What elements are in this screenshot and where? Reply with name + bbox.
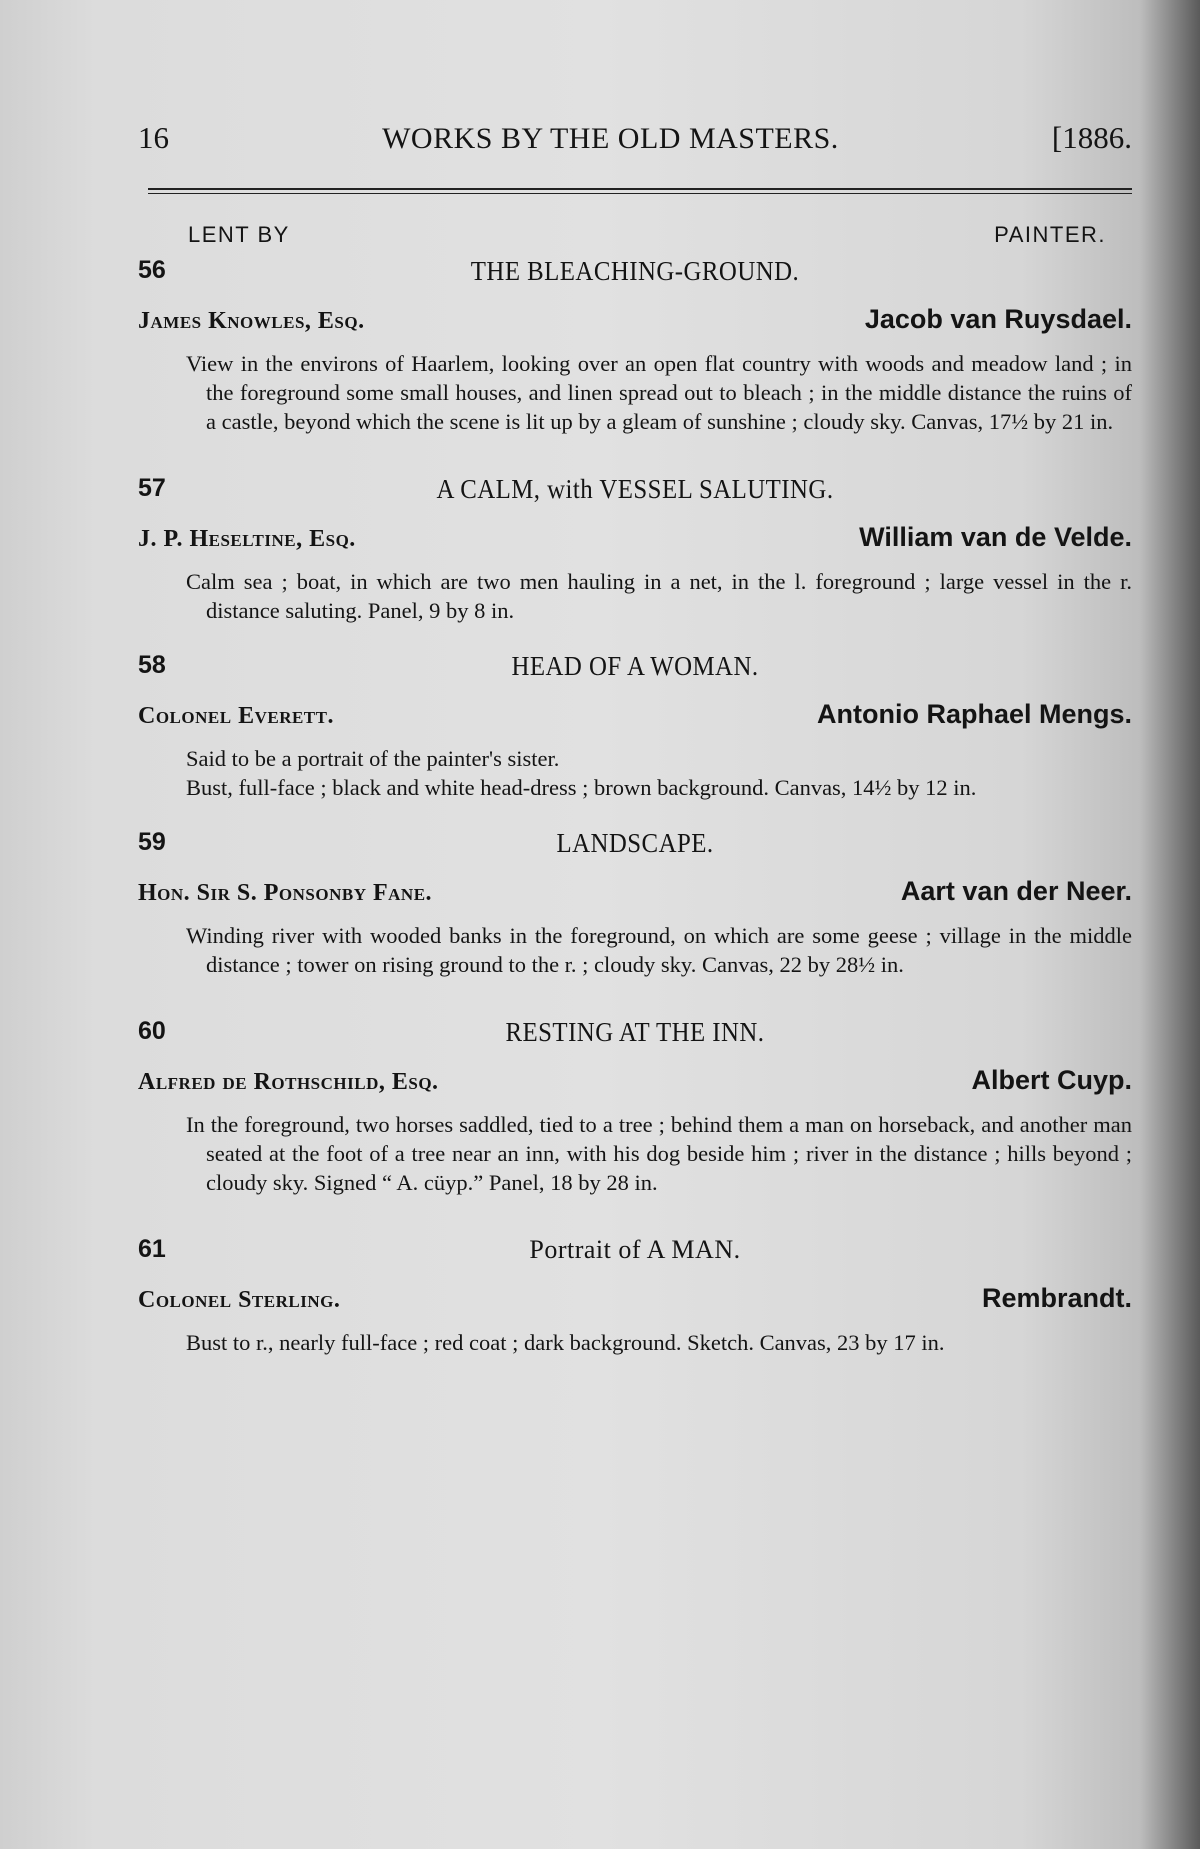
catalogue-entry [138, 256, 1132, 436]
header-rule [148, 188, 1132, 194]
entry-description [138, 921, 1132, 979]
entry-lender: Alfred de Rothschild, Esq. [138, 1069, 439, 1095]
entry-heading [138, 474, 1132, 508]
running-header [138, 120, 1132, 166]
catalogue-entry [138, 474, 1132, 625]
running-title: WORKS BY THE OLD MASTERS. [382, 122, 839, 155]
description-paragraph: Winding river with wooded banks in the foreground, on which are some geese ; village in the middle distance ; tower on rising ground to the r. ; cloudy sky. Canvas, 22 by 28½ in. [186, 923, 1132, 977]
entry-number: 58 [138, 651, 166, 679]
entry-attribution [138, 522, 1132, 553]
entry-number: 56 [138, 256, 166, 284]
entry-painter: Rembrandt. [981, 1283, 1132, 1313]
entry-attribution [138, 1283, 1132, 1314]
entry-title: A CALM, with VESSEL SALUTING. [436, 474, 834, 504]
entry-description [138, 1328, 1132, 1357]
entry-lender: J. P. Heseltine, Esq. [138, 526, 356, 552]
entry-attribution [138, 876, 1132, 907]
entry-description [138, 349, 1132, 436]
page-content [138, 120, 1132, 1357]
column-heading-painter: PAINTER. [994, 222, 1106, 247]
page-number: 16 [138, 120, 169, 155]
entry-painter: Albert Cuyp. [971, 1065, 1132, 1095]
catalogue-entry [138, 1235, 1132, 1357]
entry-title: THE BLEACHING-GROUND. [470, 256, 800, 286]
entry-description [138, 744, 1132, 802]
description-paragraph: Bust, full-face ; black and white head-dress ; brown background. Canvas, 14½ by 12 in. [186, 775, 977, 800]
catalogue-entry [138, 651, 1132, 802]
entry-attribution [138, 1065, 1132, 1096]
description-paragraph: Calm sea ; boat, in which are two men hauling in a net, in the l. foreground ; large vessel in the r. distance saluting. Panel, 9 by 8 in. [186, 569, 1132, 623]
entry-painter: William van de Velde. [859, 522, 1132, 552]
description-paragraph: In the foreground, two horses saddled, tied to a tree ; behind them a man on horseback, and another man seated at the foot of a tree near an inn, with his dog beside him ; river in the distance ; hills beyond ; cloudy sky. Signed “ A. cüyp.” Panel, 18 by 28 in. [186, 1112, 1132, 1195]
entry-attribution [138, 304, 1132, 335]
description-paragraph: Bust to r., nearly full-face ; red coat ; dark background. Sketch. Canvas, 23 by 17 in. [186, 1330, 945, 1355]
entry-attribution [138, 699, 1132, 730]
entry-heading [138, 828, 1132, 862]
entry-lender: Colonel Everett. [138, 703, 334, 729]
description-paragraph: View in the environs of Haarlem, looking over an open flat country with woods and meadow land ; in the foreground some small houses, and linen spread out to bleach ; in the middle distance the ruins of a castle, beyond which the scene is lit up by a gleam of sunshine ; cloudy sky. Canvas, 17½ by 21 in. [186, 351, 1132, 434]
entry-number: 59 [138, 828, 166, 856]
entry-painter: Jacob van Ruysdael. [864, 304, 1132, 334]
entry-painter: Aart van der Neer. [900, 876, 1132, 906]
entry-heading [138, 651, 1132, 685]
entry-title: HEAD OF A WOMAN. [511, 651, 759, 681]
entry-title: Portrait of A MAN. [529, 1235, 741, 1264]
entry-title: RESTING AT THE INN. [505, 1017, 765, 1047]
entry-heading [138, 1017, 1132, 1051]
entry-heading [138, 1235, 1132, 1269]
entry-lender: James Knowles, Esq. [138, 308, 365, 334]
catalogue-entry [138, 828, 1132, 979]
entry-description [138, 1110, 1132, 1197]
entry-lender: Colonel Sterling. [138, 1287, 341, 1313]
catalogue-entry [138, 1017, 1132, 1197]
entry-number: 60 [138, 1017, 166, 1045]
entry-lender: Hon. Sir S. Ponsonby Fane. [138, 880, 433, 906]
entry-heading [138, 256, 1132, 290]
entry-description [138, 567, 1132, 625]
entry-number: 57 [138, 474, 166, 502]
entry-title: LANDSCAPE. [556, 828, 714, 858]
entry-number: 61 [138, 1235, 166, 1263]
column-headings [138, 222, 1132, 248]
description-paragraph: Said to be a portrait of the painter's sister. [186, 746, 560, 771]
header-year: [1886. [1051, 120, 1132, 155]
entry-painter: Antonio Raphael Mengs. [816, 699, 1132, 729]
column-heading-lender: LENT BY [188, 222, 290, 247]
